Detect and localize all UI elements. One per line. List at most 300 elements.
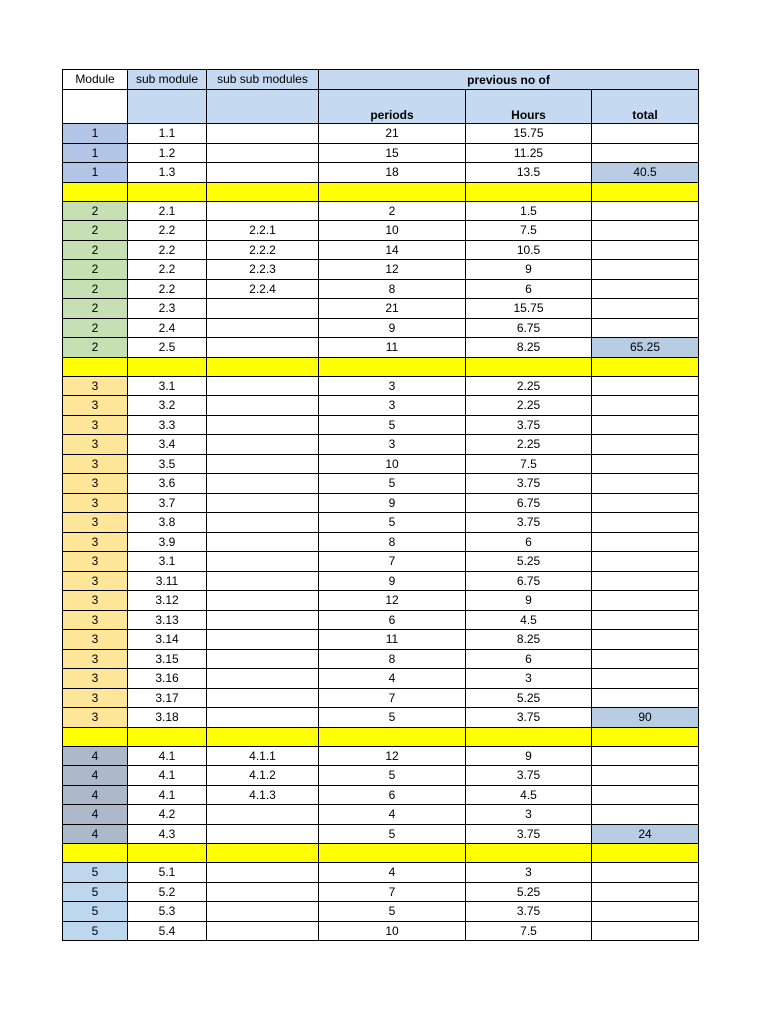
cell-sub-module[interactable]: 3.18 (128, 708, 207, 728)
cell-sub-module[interactable]: 3.1 (128, 552, 207, 572)
cell-hours[interactable]: 5.25 (466, 552, 592, 572)
cell-hours[interactable]: 8.25 (466, 338, 592, 358)
cell-total[interactable] (592, 454, 699, 474)
cell-total[interactable] (592, 591, 699, 611)
separator-cell[interactable] (128, 357, 207, 376)
cell-sub-module[interactable]: 5.1 (128, 863, 207, 883)
cell-sub-sub-module[interactable]: 2.2.2 (207, 240, 319, 260)
cell-hours[interactable]: 10.5 (466, 240, 592, 260)
table-row (63, 396, 699, 416)
cell-hours[interactable]: 2.25 (466, 435, 592, 455)
cell-hours[interactable]: 9 (466, 746, 592, 766)
separator-cell[interactable] (592, 844, 699, 863)
table-row (63, 552, 699, 572)
cell-total[interactable] (592, 221, 699, 241)
cell-sub-module[interactable]: 3.6 (128, 474, 207, 494)
cell-sub-module[interactable]: 3.9 (128, 532, 207, 552)
cell-sub-module[interactable]: 3.2 (128, 396, 207, 416)
cell-sub-sub-module[interactable]: 4.1.2 (207, 766, 319, 786)
cell-module[interactable]: 3 (63, 454, 128, 474)
cell-module[interactable]: 2 (63, 221, 128, 241)
header-sub-sub-modules-blank[interactable] (207, 90, 319, 124)
cell-total[interactable] (592, 863, 699, 883)
header-sub-sub-modules[interactable]: sub sub modules (207, 70, 319, 90)
cell-total[interactable] (592, 785, 699, 805)
cell-sub-sub-module[interactable] (207, 688, 319, 708)
table-row (63, 260, 699, 280)
table-row (63, 163, 699, 183)
table-row (63, 805, 699, 825)
cell-hours[interactable]: 8.25 (466, 630, 592, 650)
separator-cell[interactable] (207, 357, 319, 376)
cell-module[interactable]: 3 (63, 435, 128, 455)
cell-module[interactable]: 1 (63, 124, 128, 144)
cell-periods[interactable]: 7 (319, 882, 466, 902)
cell-periods[interactable]: 9 (319, 571, 466, 591)
cell-sub-module[interactable]: 3.3 (128, 415, 207, 435)
cell-total[interactable] (592, 649, 699, 669)
cell-module[interactable]: 5 (63, 863, 128, 883)
cell-sub-module[interactable]: 5.4 (128, 921, 207, 941)
cell-sub-module[interactable]: 3.4 (128, 435, 207, 455)
cell-periods[interactable]: 10 (319, 921, 466, 941)
cell-sub-sub-module[interactable] (207, 143, 319, 163)
cell-module[interactable]: 3 (63, 591, 128, 611)
separator-row (63, 727, 699, 746)
separator-row (63, 844, 699, 863)
separator-cell[interactable] (128, 844, 207, 863)
cell-module[interactable]: 4 (63, 824, 128, 844)
cell-sub-module[interactable]: 3.12 (128, 591, 207, 611)
cell-periods[interactable]: 10 (319, 454, 466, 474)
cell-periods[interactable]: 2 (319, 201, 466, 221)
cell-periods[interactable]: 3 (319, 435, 466, 455)
cell-sub-sub-module[interactable] (207, 708, 319, 728)
cell-sub-module[interactable]: 4.1 (128, 785, 207, 805)
cell-module[interactable]: 2 (63, 240, 128, 260)
cell-periods[interactable]: 4 (319, 669, 466, 689)
cell-module[interactable]: 3 (63, 493, 128, 513)
cell-sub-sub-module[interactable] (207, 552, 319, 572)
cell-module[interactable]: 3 (63, 649, 128, 669)
table-row (63, 591, 699, 611)
separator-cell[interactable] (466, 727, 592, 746)
cell-module[interactable]: 3 (63, 532, 128, 552)
table-row (63, 902, 699, 922)
cell-total[interactable] (592, 201, 699, 221)
cell-module[interactable]: 3 (63, 415, 128, 435)
cell-module[interactable]: 2 (63, 260, 128, 280)
cell-total[interactable] (592, 610, 699, 630)
cell-periods[interactable]: 3 (319, 396, 466, 416)
cell-module[interactable]: 3 (63, 474, 128, 494)
cell-module[interactable]: 3 (63, 669, 128, 689)
cell-sub-module[interactable]: 4.3 (128, 824, 207, 844)
cell-module[interactable]: 4 (63, 805, 128, 825)
cell-sub-module[interactable]: 3.16 (128, 669, 207, 689)
cell-periods[interactable]: 14 (319, 240, 466, 260)
cell-sub-sub-module[interactable] (207, 493, 319, 513)
cell-hours[interactable]: 2.25 (466, 396, 592, 416)
cell-total[interactable] (592, 318, 699, 338)
cell-sub-module[interactable]: 2.2 (128, 240, 207, 260)
cell-total[interactable] (592, 299, 699, 319)
cell-hours[interactable]: 3.75 (466, 708, 592, 728)
cell-periods[interactable]: 11 (319, 338, 466, 358)
cell-periods[interactable]: 5 (319, 415, 466, 435)
cell-hours[interactable]: 6.75 (466, 318, 592, 338)
header-row-bottom (63, 90, 699, 124)
cell-sub-module[interactable]: 2.2 (128, 279, 207, 299)
cell-module[interactable]: 5 (63, 902, 128, 922)
cell-periods[interactable]: 6 (319, 610, 466, 630)
cell-module[interactable]: 3 (63, 688, 128, 708)
cell-sub-sub-module[interactable] (207, 474, 319, 494)
cell-sub-module[interactable]: 2.3 (128, 299, 207, 319)
cell-hours[interactable]: 3.75 (466, 513, 592, 533)
cell-periods[interactable]: 12 (319, 260, 466, 280)
separator-cell[interactable] (466, 844, 592, 863)
cell-module[interactable]: 2 (63, 299, 128, 319)
cell-hours[interactable]: 3 (466, 863, 592, 883)
separator-cell[interactable] (592, 727, 699, 746)
cell-sub-module[interactable]: 2.2 (128, 260, 207, 280)
cell-total[interactable] (592, 630, 699, 650)
cell-total[interactable] (592, 260, 699, 280)
separator-cell[interactable] (319, 727, 466, 746)
cell-sub-sub-module[interactable] (207, 863, 319, 883)
separator-cell[interactable] (63, 727, 128, 746)
cell-sub-sub-module[interactable] (207, 163, 319, 183)
header-periods[interactable]: periods (319, 90, 466, 124)
cell-hours[interactable]: 3 (466, 669, 592, 689)
cell-sub-sub-module[interactable] (207, 201, 319, 221)
cell-sub-sub-module[interactable]: 2.2.1 (207, 221, 319, 241)
cell-sub-module[interactable]: 1.3 (128, 163, 207, 183)
cell-sub-sub-module[interactable] (207, 669, 319, 689)
separator-cell[interactable] (207, 727, 319, 746)
separator-cell[interactable] (319, 844, 466, 863)
separator-cell[interactable] (128, 727, 207, 746)
cell-sub-sub-module[interactable] (207, 805, 319, 825)
table-row (63, 124, 699, 144)
cell-hours[interactable]: 3.75 (466, 415, 592, 435)
cell-total[interactable] (592, 435, 699, 455)
cell-module[interactable]: 4 (63, 785, 128, 805)
cell-sub-sub-module[interactable] (207, 649, 319, 669)
cell-sub-module[interactable]: 3.13 (128, 610, 207, 630)
cell-sub-sub-module[interactable] (207, 435, 319, 455)
cell-sub-sub-module[interactable] (207, 415, 319, 435)
cell-sub-sub-module[interactable] (207, 376, 319, 396)
separator-cell[interactable] (63, 844, 128, 863)
module-hours-table (62, 69, 699, 941)
cell-total[interactable] (592, 143, 699, 163)
header-row-top (63, 70, 699, 90)
table-row (63, 143, 699, 163)
cell-hours[interactable]: 15.75 (466, 299, 592, 319)
separator-row (63, 182, 699, 201)
cell-module[interactable]: 2 (63, 279, 128, 299)
cell-total[interactable] (592, 493, 699, 513)
cell-sub-sub-module[interactable] (207, 532, 319, 552)
cell-sub-sub-module[interactable] (207, 902, 319, 922)
cell-sub-module[interactable]: 5.2 (128, 882, 207, 902)
header-hours[interactable]: Hours (466, 90, 592, 124)
cell-sub-module[interactable]: 2.2 (128, 221, 207, 241)
header-module-blank[interactable] (63, 90, 128, 124)
cell-sub-sub-module[interactable] (207, 591, 319, 611)
cell-sub-module[interactable]: 3.14 (128, 630, 207, 650)
cell-periods[interactable]: 8 (319, 649, 466, 669)
cell-sub-module[interactable]: 5.3 (128, 902, 207, 922)
cell-sub-sub-module[interactable] (207, 318, 319, 338)
separator-cell[interactable] (207, 844, 319, 863)
cell-periods[interactable]: 7 (319, 688, 466, 708)
cell-sub-sub-module[interactable]: 4.1.1 (207, 746, 319, 766)
cell-module[interactable]: 4 (63, 746, 128, 766)
table-row (63, 318, 699, 338)
cell-hours[interactable]: 9 (466, 591, 592, 611)
table-row (63, 688, 699, 708)
cell-module[interactable]: 5 (63, 921, 128, 941)
cell-sub-module[interactable]: 4.2 (128, 805, 207, 825)
cell-periods[interactable]: 15 (319, 143, 466, 163)
cell-sub-module[interactable]: 3.11 (128, 571, 207, 591)
cell-total[interactable] (592, 921, 699, 941)
cell-total[interactable] (592, 688, 699, 708)
cell-periods[interactable]: 4 (319, 805, 466, 825)
header-previous-no-of[interactable]: previous no of (319, 70, 699, 90)
cell-periods[interactable]: 12 (319, 591, 466, 611)
cell-hours[interactable]: 4.5 (466, 785, 592, 805)
cell-hours[interactable]: 6 (466, 532, 592, 552)
cell-module[interactable]: 2 (63, 338, 128, 358)
cell-total[interactable] (592, 474, 699, 494)
cell-total[interactable] (592, 766, 699, 786)
table-row (63, 221, 699, 241)
cell-sub-sub-module[interactable] (207, 299, 319, 319)
cell-periods[interactable]: 18 (319, 163, 466, 183)
cell-hours[interactable]: 7.5 (466, 221, 592, 241)
table-row (63, 708, 699, 728)
cell-module[interactable]: 3 (63, 610, 128, 630)
cell-hours[interactable]: 6 (466, 279, 592, 299)
cell-total[interactable]: 65.25 (592, 338, 699, 358)
cell-periods[interactable]: 6 (319, 785, 466, 805)
cell-module[interactable]: 1 (63, 163, 128, 183)
cell-total[interactable] (592, 746, 699, 766)
cell-periods[interactable]: 4 (319, 863, 466, 883)
table-row (63, 338, 699, 358)
cell-periods[interactable]: 5 (319, 902, 466, 922)
cell-module[interactable]: 3 (63, 376, 128, 396)
cell-total[interactable] (592, 396, 699, 416)
cell-sub-sub-module[interactable] (207, 610, 319, 630)
cell-module[interactable]: 3 (63, 396, 128, 416)
table-row (63, 571, 699, 591)
cell-sub-sub-module[interactable] (207, 882, 319, 902)
cell-total[interactable] (592, 240, 699, 260)
header-sub-module-blank[interactable] (128, 90, 207, 124)
cell-periods[interactable]: 8 (319, 532, 466, 552)
cell-total[interactable]: 90 (592, 708, 699, 728)
separator-cell[interactable] (319, 357, 466, 376)
separator-cell[interactable] (63, 357, 128, 376)
cell-periods[interactable]: 3 (319, 376, 466, 396)
cell-hours[interactable]: 3.75 (466, 474, 592, 494)
cell-hours[interactable]: 9 (466, 260, 592, 280)
cell-periods[interactable]: 12 (319, 746, 466, 766)
cell-sub-sub-module[interactable] (207, 824, 319, 844)
cell-total[interactable] (592, 805, 699, 825)
table-row (63, 746, 699, 766)
cell-hours[interactable]: 3 (466, 805, 592, 825)
cell-sub-module[interactable]: 1.2 (128, 143, 207, 163)
table-row (63, 279, 699, 299)
cell-module[interactable]: 1 (63, 143, 128, 163)
cell-module[interactable]: 4 (63, 766, 128, 786)
cell-hours[interactable]: 6 (466, 649, 592, 669)
cell-module[interactable]: 3 (63, 630, 128, 650)
cell-periods[interactable]: 9 (319, 318, 466, 338)
cell-sub-sub-module[interactable]: 2.2.4 (207, 279, 319, 299)
cell-periods[interactable]: 9 (319, 493, 466, 513)
cell-hours[interactable]: 15.75 (466, 124, 592, 144)
separator-cell[interactable] (63, 182, 128, 201)
cell-hours[interactable]: 5.25 (466, 882, 592, 902)
separator-cell[interactable] (466, 182, 592, 201)
cell-sub-sub-module[interactable] (207, 124, 319, 144)
cell-sub-sub-module[interactable] (207, 454, 319, 474)
table-row (63, 649, 699, 669)
cell-periods[interactable]: 8 (319, 279, 466, 299)
cell-sub-module[interactable]: 3.7 (128, 493, 207, 513)
cell-hours[interactable]: 6.75 (466, 493, 592, 513)
cell-sub-module[interactable]: 3.5 (128, 454, 207, 474)
cell-total[interactable] (592, 902, 699, 922)
cell-sub-sub-module[interactable] (207, 338, 319, 358)
cell-sub-module[interactable]: 2.5 (128, 338, 207, 358)
cell-periods[interactable]: 5 (319, 824, 466, 844)
cell-periods[interactable]: 7 (319, 552, 466, 572)
cell-module[interactable]: 2 (63, 201, 128, 221)
cell-sub-sub-module[interactable] (207, 396, 319, 416)
cell-hours[interactable]: 1.5 (466, 201, 592, 221)
cell-hours[interactable]: 11.25 (466, 143, 592, 163)
separator-cell[interactable] (592, 182, 699, 201)
cell-sub-module[interactable]: 1.1 (128, 124, 207, 144)
cell-total[interactable] (592, 279, 699, 299)
cell-hours[interactable]: 5.25 (466, 688, 592, 708)
table-row (63, 240, 699, 260)
cell-module[interactable]: 2 (63, 318, 128, 338)
cell-module[interactable]: 5 (63, 882, 128, 902)
cell-periods[interactable]: 5 (319, 513, 466, 533)
table-row (63, 474, 699, 494)
cell-periods[interactable]: 11 (319, 630, 466, 650)
header-sub-module[interactable]: sub module (128, 70, 207, 90)
cell-hours[interactable]: 3.75 (466, 824, 592, 844)
cell-total[interactable] (592, 669, 699, 689)
cell-periods[interactable]: 21 (319, 124, 466, 144)
table-row (63, 882, 699, 902)
cell-total[interactable] (592, 376, 699, 396)
cell-hours[interactable]: 3.75 (466, 902, 592, 922)
table-row (63, 454, 699, 474)
cell-sub-module[interactable]: 3.15 (128, 649, 207, 669)
header-total[interactable]: total (592, 90, 699, 124)
cell-hours[interactable]: 4.5 (466, 610, 592, 630)
cell-sub-module[interactable]: 2.4 (128, 318, 207, 338)
separator-cell[interactable] (319, 182, 466, 201)
cell-hours[interactable]: 7.5 (466, 921, 592, 941)
table-row (63, 785, 699, 805)
table-row (63, 863, 699, 883)
cell-sub-module[interactable]: 3.17 (128, 688, 207, 708)
cell-sub-sub-module[interactable] (207, 630, 319, 650)
cell-total[interactable]: 40.5 (592, 163, 699, 183)
cell-sub-module[interactable]: 2.1 (128, 201, 207, 221)
cell-periods[interactable]: 10 (319, 221, 466, 241)
cell-sub-sub-module[interactable] (207, 571, 319, 591)
table-row (63, 376, 699, 396)
cell-sub-module[interactable]: 4.1 (128, 766, 207, 786)
separator-cell[interactable] (592, 357, 699, 376)
cell-module[interactable]: 3 (63, 513, 128, 533)
table-row (63, 766, 699, 786)
cell-periods[interactable]: 21 (319, 299, 466, 319)
cell-sub-sub-module[interactable]: 4.1.3 (207, 785, 319, 805)
cell-total[interactable] (592, 513, 699, 533)
cell-periods[interactable]: 5 (319, 474, 466, 494)
cell-total[interactable] (592, 552, 699, 572)
cell-total[interactable]: 24 (592, 824, 699, 844)
cell-module[interactable]: 3 (63, 571, 128, 591)
cell-module[interactable]: 3 (63, 552, 128, 572)
cell-hours[interactable]: 13.5 (466, 163, 592, 183)
cell-hours[interactable]: 2.25 (466, 376, 592, 396)
cell-total[interactable] (592, 415, 699, 435)
cell-sub-module[interactable]: 3.1 (128, 376, 207, 396)
separator-cell[interactable] (128, 182, 207, 201)
table-row (63, 493, 699, 513)
cell-sub-sub-module[interactable]: 2.2.3 (207, 260, 319, 280)
cell-hours[interactable]: 6.75 (466, 571, 592, 591)
cell-sub-sub-module[interactable] (207, 921, 319, 941)
cell-hours[interactable]: 3.75 (466, 766, 592, 786)
table-row (63, 630, 699, 650)
header-module[interactable]: Module (63, 70, 128, 90)
table-row (63, 610, 699, 630)
separator-row (63, 357, 699, 376)
cell-total[interactable] (592, 532, 699, 552)
separator-cell[interactable] (207, 182, 319, 201)
cell-periods[interactable]: 5 (319, 708, 466, 728)
cell-sub-module[interactable]: 4.1 (128, 746, 207, 766)
cell-total[interactable] (592, 571, 699, 591)
cell-total[interactable] (592, 882, 699, 902)
cell-sub-sub-module[interactable] (207, 513, 319, 533)
cell-hours[interactable]: 7.5 (466, 454, 592, 474)
cell-module[interactable]: 3 (63, 708, 128, 728)
cell-sub-module[interactable]: 3.8 (128, 513, 207, 533)
table-row (63, 824, 699, 844)
cell-periods[interactable]: 5 (319, 766, 466, 786)
cell-total[interactable] (592, 124, 699, 144)
table-row (63, 415, 699, 435)
separator-cell[interactable] (466, 357, 592, 376)
